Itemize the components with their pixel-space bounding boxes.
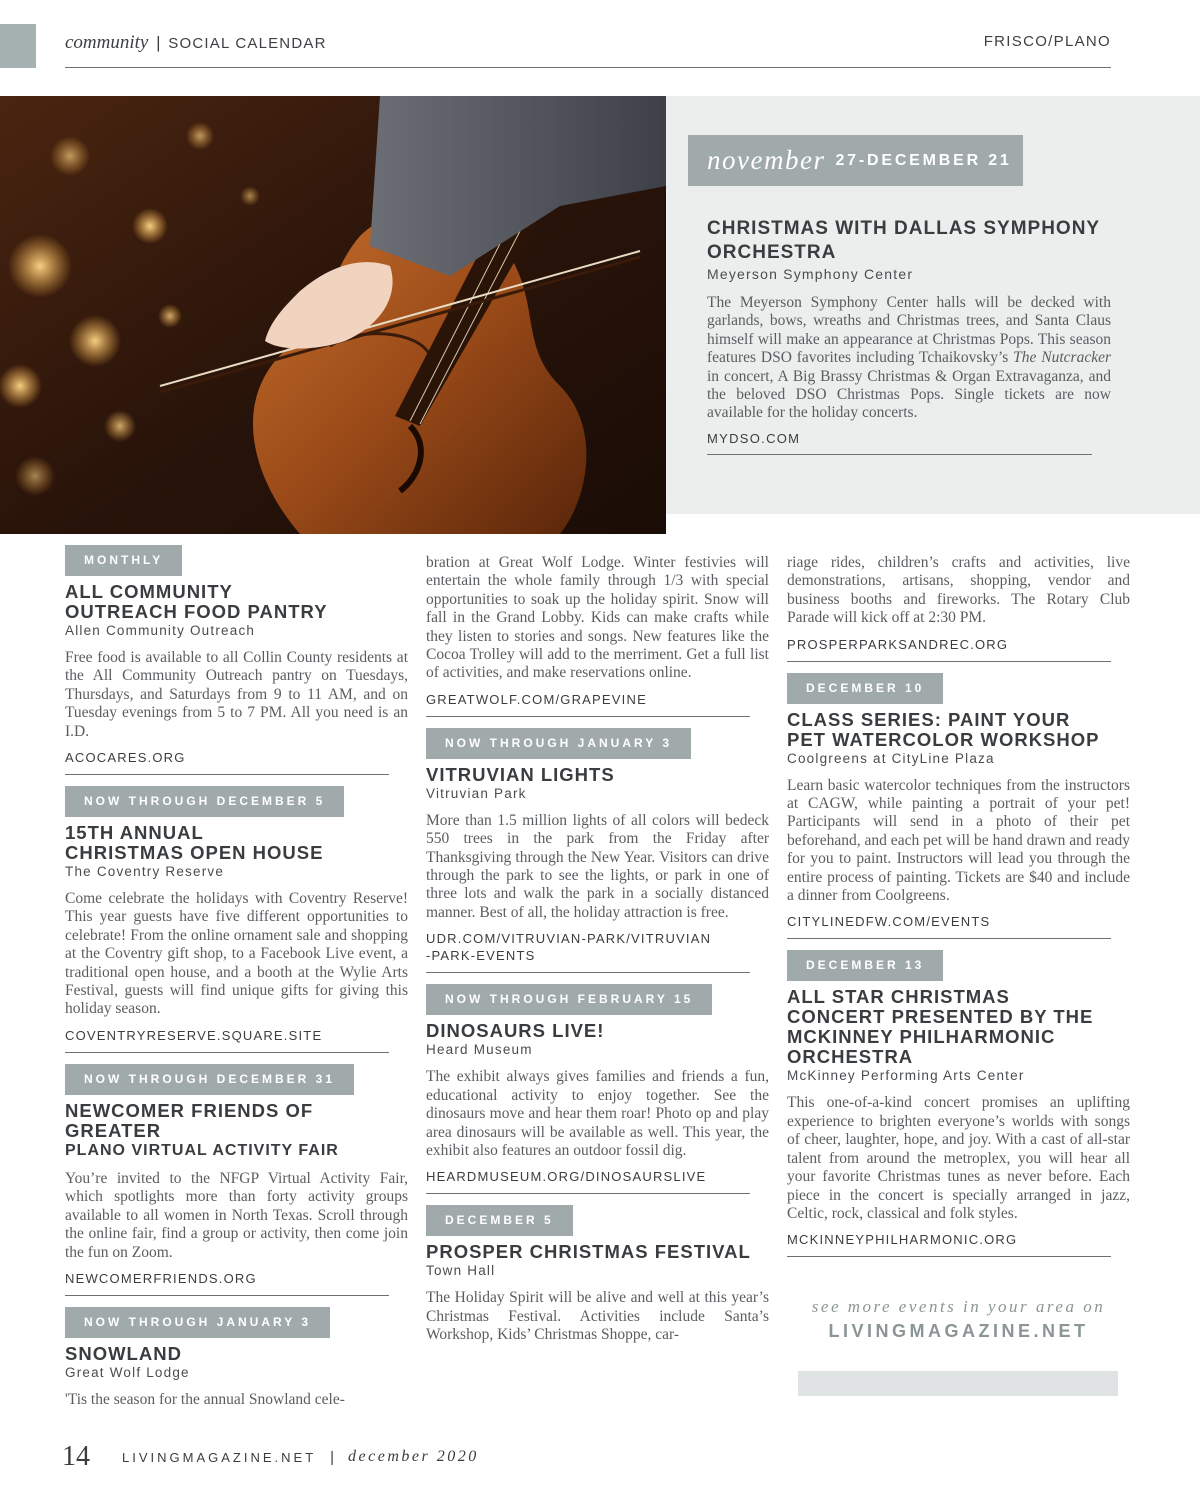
section-italic: community <box>65 32 149 53</box>
divider <box>65 774 389 775</box>
event-description: riage rides, children’s crafts and activities, live demonstrations, artisans, shopping, vendor and business booths and fireworks. The Rotary Club Parade will kick off at 2:30 PM. <box>787 554 1130 627</box>
footer-separator: | <box>330 1448 335 1466</box>
feature-description <box>707 294 1111 423</box>
event-url-link[interactable]: GREATWOLF.COM/GRAPEVINE <box>426 691 647 707</box>
event-date-badge: NOW THROUGH FEBRUARY 15 <box>426 984 712 1015</box>
event-item-continued <box>426 554 769 717</box>
event-venue: Allen Community Outreach <box>65 623 256 638</box>
section-label <box>65 32 327 54</box>
event-item <box>426 728 769 973</box>
event-description: The exhibit always gives families and friends a fun, educational activity to enjoy together. See the dinosaurs move and hear them roar! Photo op and play area dinosaurs will be available as well. This year, the exhibit also features an outdoor fossil dig. <box>426 1068 769 1159</box>
footer-issue: december 2020 <box>348 1448 479 1465</box>
event-description: bration at Great Wolf Lodge. Winter festivies will entertain the whole family through 1/3 with special opportunities to soak up the holiday spirit. Snow will fall in the Grand Lobby. Kids can make crafts while they listen to stories and songs. New features like the Cocoa Trolley will add to the merriment. Get a full list of activities, and make reservations online. <box>426 554 769 682</box>
event-title: VITRUVIAN LIGHTS <box>426 763 615 785</box>
event-description: More than 1.5 million lights of all colors will bedeck 550 trees in the park from the Friday after Thanksgiving through the New Year. Visitors can drive through the park to see the lights, or park in one of three lots and walk the park in a socially distanced manner. Best of all, the holiday attraction is free. <box>426 811 769 921</box>
event-title: NEWCOMER FRIENDS OF GREATER <box>65 1099 314 1141</box>
feature-url-link[interactable]: MYDSO.COM <box>707 430 801 446</box>
event-url-link[interactable]: COVENTRYRESERVE.SQUARE.SITE <box>65 1027 323 1043</box>
event-description: Come celebrate the holidays with Coventry Reserve! This year guests have five different opportunities to celebrate! From the online ornament sale and shopping at the Coventry gift shop, to a Facebook Live event, a traditional open house, and a booth at the Wylie Arts Festival, guests will find unique gifts for giving this holiday season. <box>65 890 408 1018</box>
event-description: You’re invited to the NFGP Virtual Activity Fair, which spotlights more than forty activity groups available to all women in North Texas. Scroll through the online fair, find a group or activity, then come join the fun on Zoom. <box>65 1169 408 1261</box>
event-date-badge: NOW THROUGH JANUARY 3 <box>65 1307 330 1338</box>
event-url-link[interactable]: PROSPERPARKSANDREC.ORG <box>787 636 1009 652</box>
page-header <box>65 30 1111 68</box>
more-events-link[interactable]: LIVINGMAGAZINE.NET <box>828 1321 1089 1341</box>
event-date-badge: NOW THROUGH JANUARY 3 <box>426 728 691 759</box>
page-number: 14 <box>62 1441 90 1472</box>
divider <box>426 1193 750 1194</box>
decorative-bar <box>798 1371 1118 1396</box>
event-item-continued <box>787 554 1130 662</box>
feature-title: CHRISTMAS WITH DALLAS SYMPHONY ORCHESTRA <box>707 218 1100 263</box>
event-title: ALL COMMUNITY OUTREACH FOOD PANTRY <box>65 581 328 622</box>
event-url-line: UDR.COM/VITRUVIAN-PARK/VITRUVIAN <box>426 931 712 947</box>
event-venue: Great Wolf Lodge <box>65 1364 190 1380</box>
events-column-2 <box>426 554 769 1345</box>
event-title: 15TH ANNUAL CHRISTMAS OPEN HOUSE <box>65 822 324 864</box>
cello-photo <box>0 96 666 534</box>
header-separator: | <box>156 33 161 52</box>
divider <box>787 938 1111 939</box>
event-url-link[interactable]: MCKINNEYPHILHARMONIC.ORG <box>787 1232 1018 1248</box>
event-venue: Coolgreens at CityLine Plaza <box>787 750 995 766</box>
event-item <box>65 786 408 1053</box>
event-description: The Holiday Spirit will be alive and well at this year’s Christmas Festival. Activities include Santa’s Workshop, Kids’ Christmas Shoppe, car- <box>426 1289 769 1344</box>
event-url-link[interactable]: HEARDMUSEUM.ORG/DINOSAURSLIVE <box>426 1169 707 1185</box>
feature-venue: Meyerson Symphony Center <box>707 266 914 282</box>
footer-site: LIVINGMAGAZINE.NET <box>122 1449 317 1465</box>
event-venue: Vitruvian Park <box>426 785 527 801</box>
divider <box>426 716 750 717</box>
event-date-badge: DECEMBER 10 <box>787 673 943 704</box>
event-url-link[interactable] <box>426 930 769 964</box>
event-description: 'Tis the season for the annual Snowland cele- <box>65 1390 345 1408</box>
event-url-link[interactable]: CITYLINEDFW.COM/EVENTS <box>787 914 991 930</box>
event-description: This one-of-a-kind concert promises an uplifting experience to brighten everyone’s worlds with songs of cheer, laughter, hope, and joy. With a cast of all-star talent from around the metroplex, you will hear all your favorite Christmas tunes as never before. Each piece in the concert is specially arranged in jazz, Celtic, rock, classical and folk styles. <box>787 1094 1130 1222</box>
section-name: SOCIAL CALENDAR <box>168 35 327 52</box>
event-date-badge: NOW THROUGH DECEMBER 5 <box>65 786 344 817</box>
event-url-link[interactable]: NEWCOMERFRIENDS.ORG <box>65 1270 257 1286</box>
event-venue: Heard Museum <box>426 1042 533 1058</box>
event-venue: Town Hall <box>426 1263 496 1279</box>
feature-desc-part: The Meyerson Symphony Center halls will be decked with garlands, bows, wreaths and Christmas trees, and Santa Claus himself will make an appearance at Christmas Pops. This season features DSO favorites including Tchaikovsky’s <box>707 294 1111 367</box>
event-title: CLASS SERIES: PAINT YOUR PET WATERCOLOR WORKSHOP <box>787 708 1100 750</box>
event-item <box>65 1307 408 1409</box>
event-title: DINOSAURS LIVE! <box>426 1020 605 1042</box>
event-description: Learn basic watercolor techniques from the instructors at CAGW, while painting a portrait of your pet! Participants will send in a photo of their pet beforehand, and each pet will be hand drawn and ready for you to paint. Instructors will lead you through the entire process of painting. Tickets are $40 and include a dinner from Coolgreens. <box>787 776 1130 905</box>
event-description: Free food is available to all Collin County residents at the All Community Outreach pantry on Tuesdays, Thursdays, and Saturdays from 9 to 11 AM, and on Tuesday evenings from 5 to 7 PM. All you need is an I.D. <box>65 649 408 740</box>
feature-date-badge <box>688 135 1023 186</box>
feature-desc-part: in concert, A Big Brassy Christmas & Organ Extravaganza, and the beloved DSO Christmas Pops. Single tickets are now available for the holiday concerts. <box>707 367 1111 422</box>
more-events-text: see more events in your area on <box>811 1297 1106 1316</box>
event-date-badge: NOW THROUGH DECEMBER 31 <box>65 1064 354 1095</box>
event-title: ALL STAR CHRISTMAS CONCERT PRESENTED BY THE MCKINNEY PHILHARMONIC ORCHESTRA <box>787 986 1094 1068</box>
page-footer <box>62 1440 479 1474</box>
divider <box>787 1256 1111 1257</box>
region-label: FRISCO/PLANO <box>983 33 1111 50</box>
event-title: PROSPER CHRISTMAS FESTIVAL <box>426 1241 751 1263</box>
divider <box>65 1295 389 1296</box>
more-events-callout <box>787 1297 1130 1342</box>
feature-date-range: 27-DECEMBER 21 <box>835 151 1012 169</box>
event-venue: The Coventry Reserve <box>65 864 225 880</box>
divider <box>426 972 750 973</box>
event-date-badge: DECEMBER 5 <box>426 1205 573 1236</box>
events-column-1 <box>65 545 408 1409</box>
event-date-badge: DECEMBER 13 <box>787 950 943 981</box>
feature-month: november <box>707 145 826 175</box>
event-item <box>65 1064 408 1296</box>
event-date-badge: MONTHLY <box>65 545 182 576</box>
event-venue: McKinney Performing Arts Center <box>787 1068 1025 1084</box>
feature-event <box>707 217 1111 455</box>
event-url-line: -PARK-EVENTS <box>426 948 536 964</box>
event-item <box>787 673 1130 940</box>
events-column-3 <box>787 554 1130 1268</box>
event-title: SNOWLAND <box>65 1342 182 1364</box>
divider <box>707 454 1092 455</box>
divider <box>787 661 1111 662</box>
event-item <box>426 1205 769 1344</box>
event-title-line-2: PLANO VIRTUAL ACTIVITY FAIR <box>65 1141 339 1159</box>
event-item <box>65 545 408 775</box>
event-url-link[interactable]: ACOCARES.ORG <box>65 750 186 766</box>
feature-desc-italic: The Nutcracker <box>1013 349 1111 367</box>
event-item <box>787 950 1130 1257</box>
side-tab-marker <box>0 24 36 68</box>
event-item <box>426 984 769 1194</box>
divider <box>65 1052 389 1053</box>
